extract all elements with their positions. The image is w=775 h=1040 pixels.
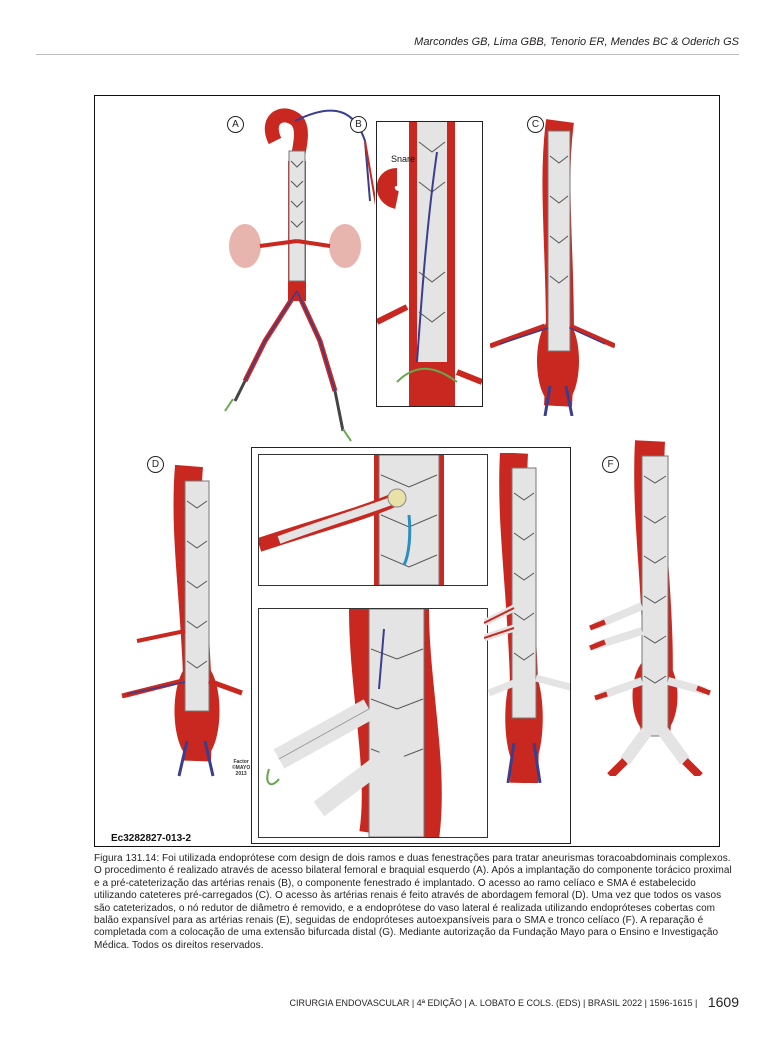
figure-caption: Figura 131.14: Foi utilizada endoprótese com design de dois ramos e duas fenestrações para tratar aneurismas toracoabdominais complexos. O procedimento é realizado através de acesso bilateral femoral e braquial esquerdo (A). Após a implantação do componente torácico proximal e a pré-cateterização das artérias renais (B), o componente fenestrado é implantado. O acesso ao ramo celíaco e SMA é estabelecido utilizando cateteres pré-carregados (C). O acesso às artérias renais é feito através de abordagem femoral (D). Uma vez que todos os vasos são cateterizados, o nó redutor de diâmetro é removido, e a endoprótese do vaso lateral é realizada utilizando endopróteses cobertas com balão expansível para as artérias renais (E), seguidas de endopróteses autoexpansíveis para o SMA e tronco celíaco (F). A reparação é completada com a colocação de uma extensão bifurcada distal (G). Mediante autorização da Fundação Mayo para o Ensino e Investigação Médica. Todos os direitos reservados. (94, 853, 732, 951)
image-id: Ec3282827-013-2 (111, 833, 192, 844)
panel-e-box (251, 447, 571, 844)
page-number: 1609 (707, 994, 739, 1010)
panel-label-b: B (350, 116, 367, 133)
panel-e-bottom-illustration (259, 609, 487, 837)
page-footer (289, 994, 739, 1010)
panel-label-f: F (602, 456, 619, 473)
artist-credit-line: Factor (233, 759, 249, 765)
panel-a-illustration (205, 101, 375, 446)
panel-label-d: D (147, 456, 164, 473)
artist-credit-line: 2013 (235, 771, 247, 777)
panel-e-full-illustration (484, 453, 571, 783)
footer-citation: CIRURGIA ENDOVASCULAR | 4ª EDIÇÃO | A. LOBATO E COLS. (EDS) | BRASIL 2022 | 1596-1615 | (289, 998, 698, 1008)
header-rule (36, 54, 739, 55)
figure-frame (94, 95, 720, 847)
header-authors: Marcondes GB, Lima GBB, Tenorio ER, Mendes BC & Oderich GS (414, 36, 739, 48)
panel-e-top-illustration (259, 455, 487, 585)
right-kidney (329, 224, 361, 268)
artist-credit (232, 759, 250, 777)
snare-label: Snare (391, 154, 416, 164)
panel-d-illustration (117, 461, 247, 781)
panel-e-detail-bottom (258, 608, 488, 838)
panel-e-detail-top (258, 454, 488, 586)
artist-credit-line: ©MAYO (232, 765, 251, 771)
panel-label-c: C (527, 116, 544, 133)
left-kidney (229, 224, 261, 268)
panel-label-a: A (227, 116, 244, 133)
panel-f-illustration (585, 436, 715, 776)
panel-c-illustration (490, 116, 615, 416)
panel-b-illustration (377, 122, 482, 406)
panel-b-box (376, 121, 483, 407)
